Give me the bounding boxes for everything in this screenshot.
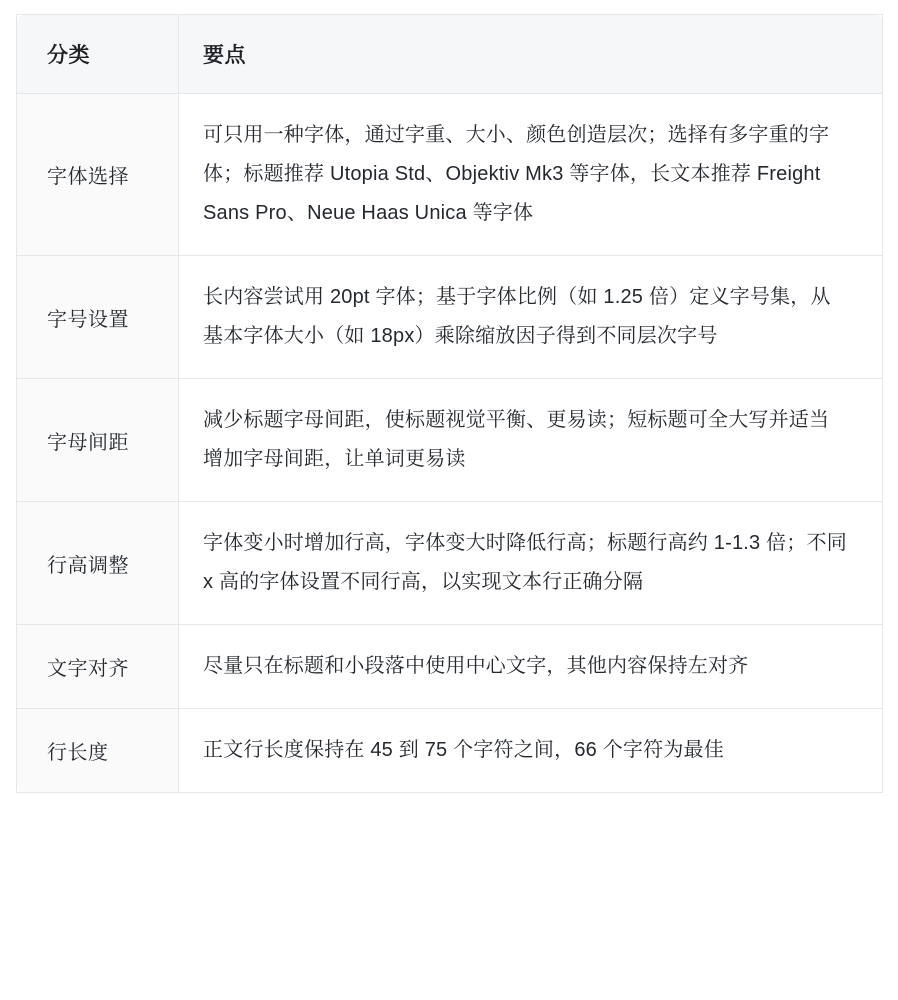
table-header-row (17, 15, 883, 94)
table-row (17, 625, 883, 709)
cell-category: 行长度 (17, 709, 179, 793)
cell-category: 字号设置 (17, 256, 179, 379)
table-row (17, 709, 883, 793)
cell-category: 字母间距 (17, 379, 179, 502)
table-row (17, 94, 883, 256)
column-header-points: 要点 (179, 15, 883, 94)
cell-points: 尽量只在标题和小段落中使用中心文字，其他内容保持左对齐 (179, 625, 883, 709)
cell-points: 可只用一种字体，通过字重、大小、颜色创造层次；选择有多字重的字体；标题推荐 Utopia Std、Objektiv Mk3 等字体，长文本推荐 Freight Sans Pro、Neue Haas Unica 等字体 (179, 94, 883, 256)
table-header (17, 15, 883, 94)
table-row (17, 379, 883, 502)
table-body (17, 94, 883, 793)
cell-points: 减少标题字母间距，使标题视觉平衡、更易读；短标题可全大写并适当增加字母间距，让单词更易读 (179, 379, 883, 502)
cell-points: 长内容尝试用 20pt 字体；基于字体比例（如 1.25 倍）定义字号集，从基本字体大小（如 18px）乘除缩放因子得到不同层次字号 (179, 256, 883, 379)
cell-category: 行高调整 (17, 502, 179, 625)
column-header-category: 分类 (17, 15, 179, 94)
cell-category: 文字对齐 (17, 625, 179, 709)
cell-points: 字体变小时增加行高，字体变大时降低行高；标题行高约 1-1.3 倍；不同 x 高的字体设置不同行高，以实现文本行正确分隔 (179, 502, 883, 625)
table-row (17, 256, 883, 379)
cell-category: 字体选择 (17, 94, 179, 256)
table-row (17, 502, 883, 625)
typography-guidelines-table (16, 14, 883, 793)
cell-points: 正文行长度保持在 45 到 75 个字符之间，66 个字符为最佳 (179, 709, 883, 793)
